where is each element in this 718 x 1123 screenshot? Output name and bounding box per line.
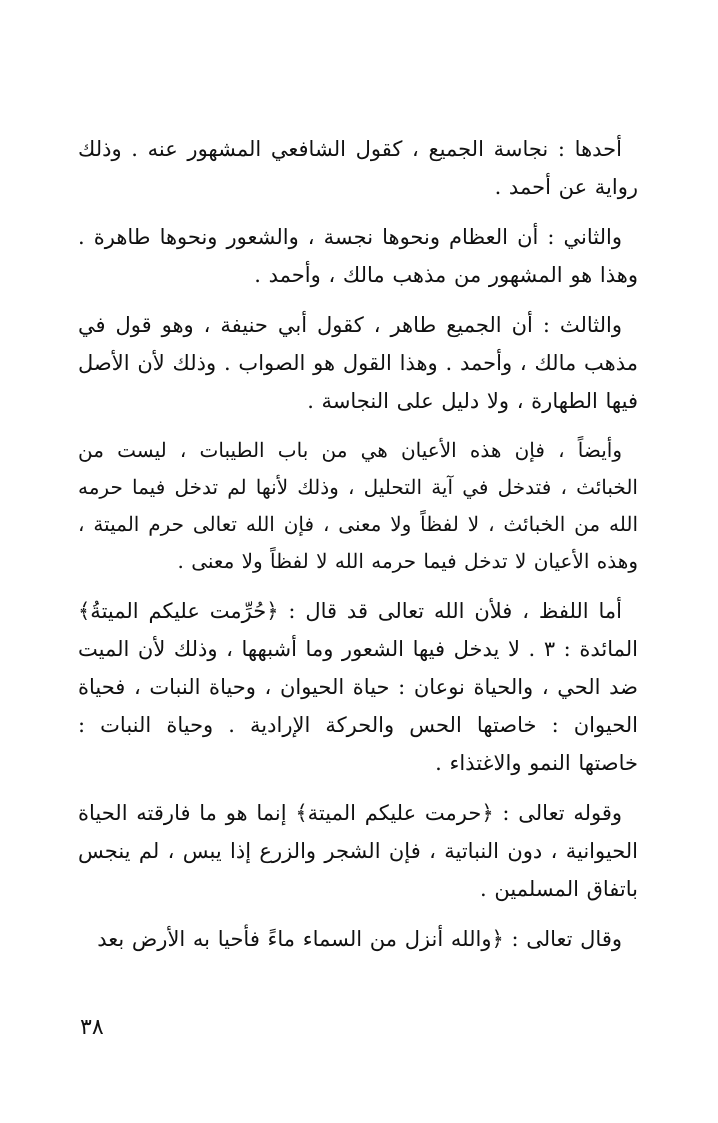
paragraph-7: وقال تعالى : ﴿والله أنزل من السماء ماءً فأحيا به الأرض بعد: [97, 927, 622, 951]
paragraph-2: والثاني : أن العظام ونحوها نجسة ، والشعور ونحوها طاهرة . وهذا هو المشهور من مذهب مالك ، وأحمد .: [78, 225, 638, 287]
page-number: ٣٨: [80, 1015, 104, 1040]
paragraph-4: وأيضاً ، فإن هذه الأعيان هي من باب الطيبات ، ليست من الخبائث ، فتدخل في آية التحليل ، وذلك لأنها لم تدخل فيما حرمه الله من الخبائث ، لا لفظاً ولا معنى ، فإن الله تعالى حرم الميتة ، وهذه الأعيان لا تدخل فيما حرمه الله لا لفظاً ولا معنى .: [78, 438, 638, 573]
paragraph-3: والثالث : أن الجميع طاهر ، كقول أبي حنيفة ، وهو قول في مذهب مالك ، وأحمد . وهذا القول هو الصواب . وذلك لأن الأصل فيها الطهارة ، ولا دليل على النجاسة .: [78, 313, 638, 413]
paragraph-1: أحدها : نجاسة الجميع ، كقول الشافعي المشهور عنه . وذلك رواية عن أحمد .: [78, 137, 638, 199]
paragraph-6: وقوله تعالى : ﴿حرمت عليكم الميتة﴾ إنما هو ما فارقته الحياة الحيوانية ، دون النباتية ، فإن الشجر والزرع إذا يبس ، لم ينجس باتفاق المسلمين .: [78, 801, 638, 901]
page-body: [78, 130, 638, 970]
paragraph-5: أما اللفظ ، فلأن الله تعالى قد قال : ﴿حُرِّمت عليكم الميتةُ﴾ المائدة : ٣ . لا يدخل فيها الشعور وما أشبهها ، وذلك لأن الميت ضد الحي ، والحياة نوعان : حياة الحيوان ، وحياة النبات ، فحياة الحيوان : خاصتها الحس والحركة الإرادية . وحياة النبات : خاصتها النمو والاغتذاء .: [78, 599, 638, 775]
